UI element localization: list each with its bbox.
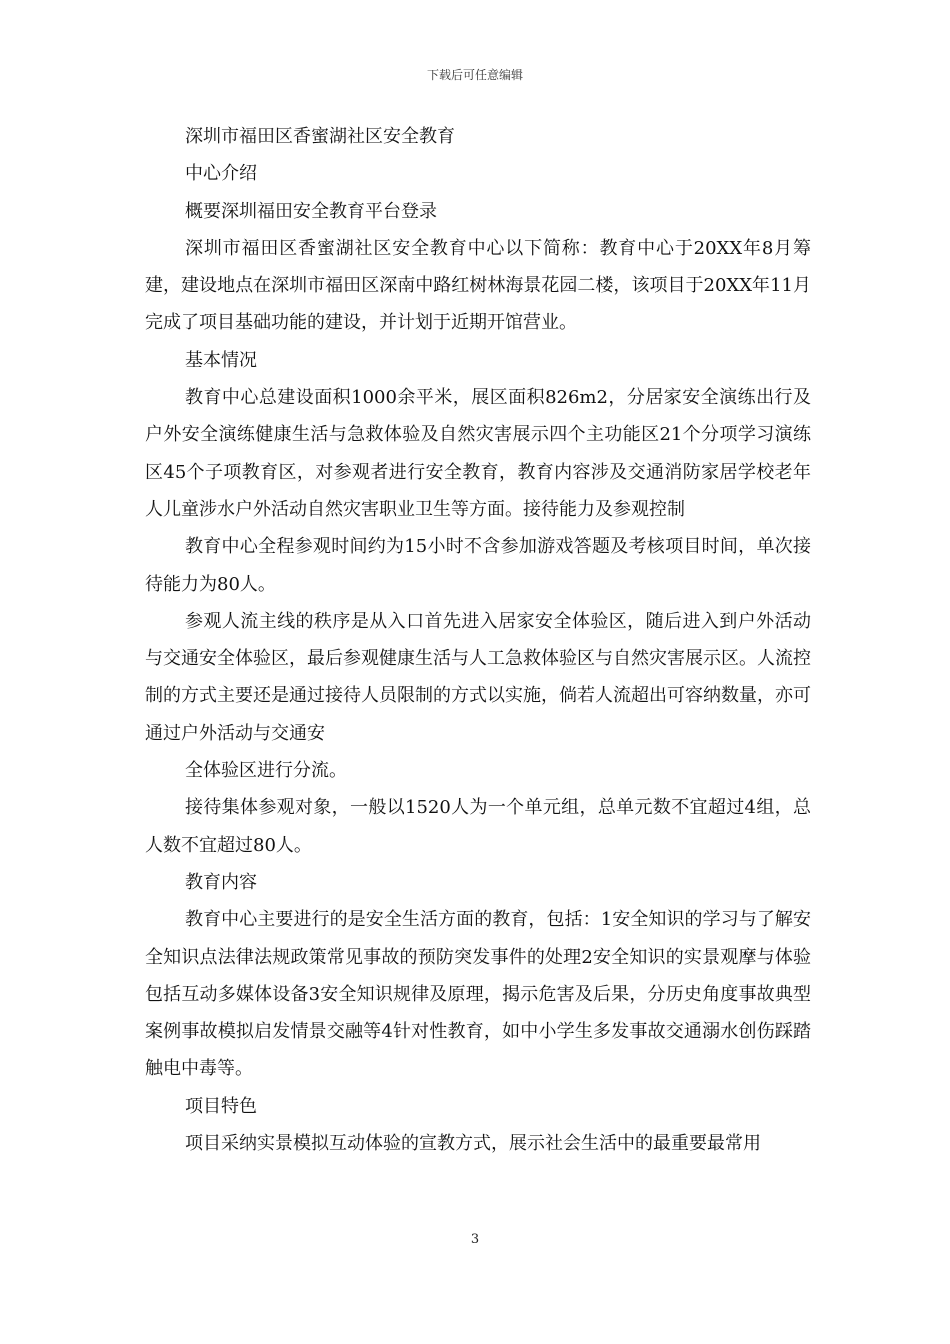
paragraph-visit-time: 教育中心全程参观时间约为15小时不含参加游戏答题及考核项目时间，单次接待能力为80人。 xyxy=(145,536,811,595)
paragraph-education-heading: 教育内容 xyxy=(185,871,257,893)
paragraph-visitor-flow-continued: 全体验区进行分流。 xyxy=(185,760,347,782)
paragraph-education-content: 教育中心主要进行的是安全生活方面的教育，包括：1安全知识的学习与了解安全知识点法律法规政策常见事故的预防突发事件的处理2安全知识的实景观摩与体验包括互动多媒体设备3安全知识规律及原理，揭示危害及后果，分历史角度事故典型案例事故模拟启发情景交融等4针对性教育，如中小学生多发事故交通溺水创伤踩踏触电中毒等。 xyxy=(145,909,811,1080)
paragraph-overview-heading: 概要深圳福田安全教育平台登录 xyxy=(185,200,437,222)
paragraph-basic-info: 教育中心总建设面积1000余平米，展区面积826m2，分居家安全演练出行及户外安全演练健康生活与急救体验及自然灾害展示四个主功能区21个分项学习演练区45个子项教育区，对参观者进行安全教育，教育内容涉及交通消防家居学校老年人儿童涉水户外活动自然灾害职业卫生等方面。接待能力及参观控制 xyxy=(145,387,811,520)
page-number: 3 xyxy=(470,1232,480,1247)
paragraph-title-line-2: 中心介绍 xyxy=(185,163,257,185)
paragraph-group-visits: 接待集体参观对象，一般以1520人为一个单元组，总单元数不宜超过4组，总人数不宜超过80人。 xyxy=(145,797,811,856)
paragraph-features: 项目采纳实景模拟互动体验的宣教方式，展示社会生活中的最重要最常用 xyxy=(185,1133,761,1155)
document-body xyxy=(145,118,811,1162)
page-header: 下载后可任意编辑 xyxy=(426,68,523,82)
paragraph-visitor-flow: 参观人流主线的秩序是从入口首先进入居家安全体验区，随后进入到户外活动与交通安全体验区，最后参观健康生活与人工急救体验区与自然灾害展示区。人流控制的方式主要还是通过接待人员限制的方式以实施，倘若人流超出可容纳数量，亦可通过户外活动与交通安 xyxy=(145,610,811,744)
paragraph-title-line-1: 深圳市福田区香蜜湖社区安全教育 xyxy=(185,126,455,147)
paragraph-overview: 深圳市福田区香蜜湖社区安全教育中心以下简称：教育中心于20XX年8月筹建，建设地点在深圳市福田区深南中路红树林海景花园二楼，该项目于20XX年11月完成了项目基础功能的建设，并计划于近期开馆营业。 xyxy=(145,237,811,334)
paragraph-basic-info-heading: 基本情况 xyxy=(185,349,257,371)
paragraph-features-heading: 项目特色 xyxy=(185,1095,257,1117)
